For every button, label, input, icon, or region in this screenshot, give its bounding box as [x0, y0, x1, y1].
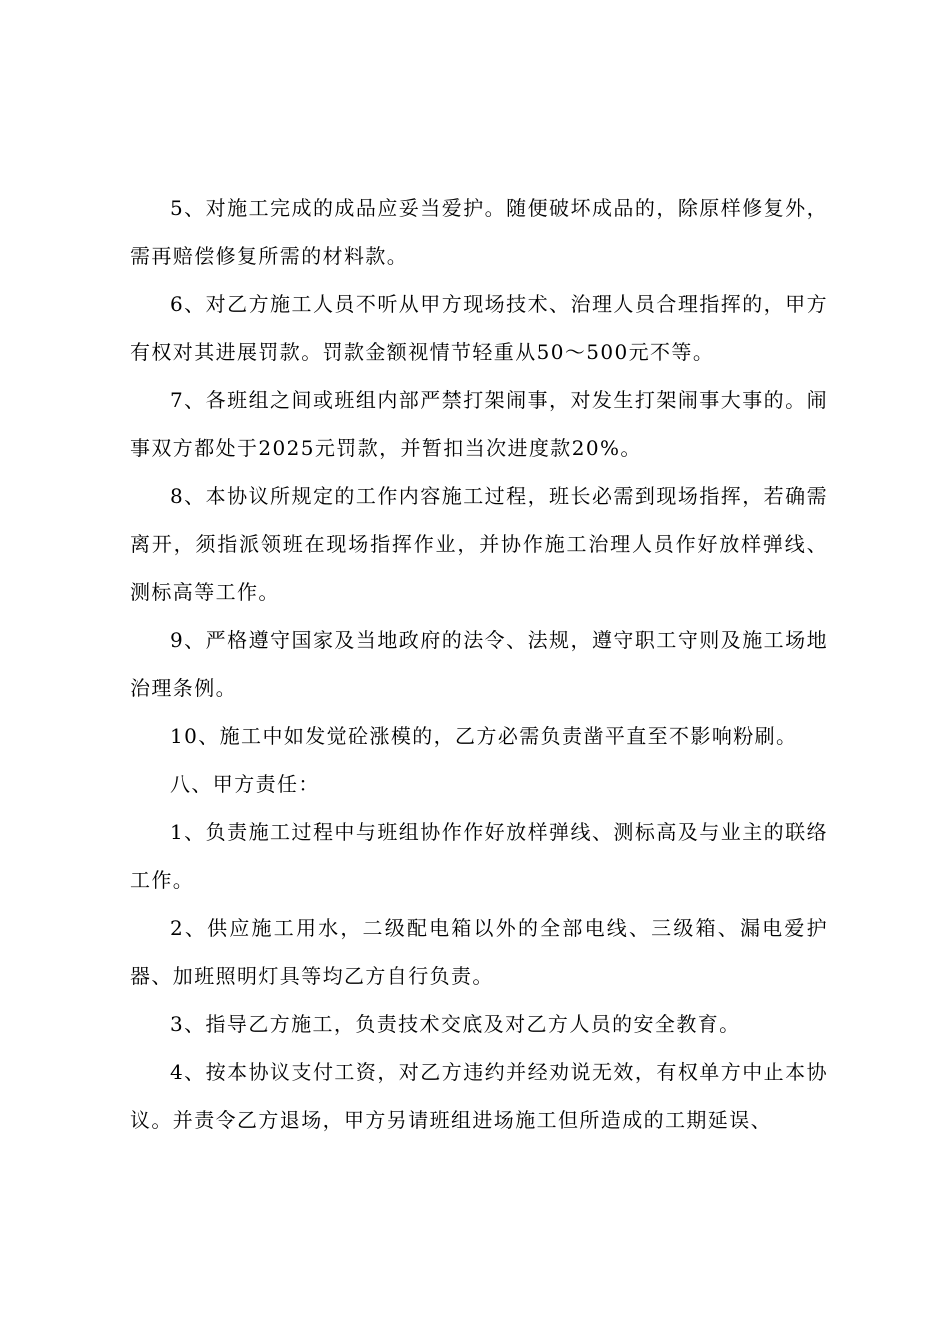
document-body [130, 184, 828, 1144]
paragraph-clause-10: 10、施工中如发觉砼涨模的，乙方必需负责凿平直至不影响粉刷。 [170, 724, 798, 748]
paragraph-duty-2: 2、供应施工用水，二级配电箱以外的全部电线、三级箱、漏电爱护器、加班照明灯具等均乙方自行负责。 [130, 916, 828, 988]
paragraph-clause-8: 8、本协议所规定的工作内容施工过程，班长必需到现场指挥，若确需离开，须指派领班在现场指挥作业，并协作施工治理人员作好放样弹线、测标高等工作。 [130, 484, 828, 604]
paragraph-clause-7: 7、各班组之间或班组内部严禁打架闹事，对发生打架闹事大事的。闹事双方都处于2025元罚款，并暂扣当次进度款20%。 [130, 388, 828, 460]
paragraph-duty-1: 1、负责施工过程中与班组协作作好放样弹线、测标高及与业主的联络工作。 [130, 820, 828, 892]
paragraph-clause-6: 6、对乙方施工人员不听从甲方现场技术、治理人员合理指挥的，甲方有权对其进展罚款。罚款金额视情节轻重从50～500元不等。 [130, 292, 828, 364]
paragraph-duty-4: 4、按本协议支付工资，对乙方违约并经劝说无效，有权单方中止本协议。并责令乙方退场，甲方另请班组进场施工但所造成的工期延误、 [130, 1060, 828, 1132]
paragraph-clause-5: 5、对施工完成的成品应妥当爱护。随便破坏成品的，除原样修复外，需再赔偿修复所需的材料款。 [130, 196, 828, 268]
paragraph-clause-9: 9、严格遵守国家及当地政府的法令、法规，遵守职工守则及施工场地治理条例。 [130, 628, 828, 700]
section-heading-party-a-duties: 八、甲方责任： [170, 772, 320, 796]
paragraph-duty-3: 3、指导乙方施工，负责技术交底及对乙方人员的安全教育。 [170, 1012, 741, 1036]
